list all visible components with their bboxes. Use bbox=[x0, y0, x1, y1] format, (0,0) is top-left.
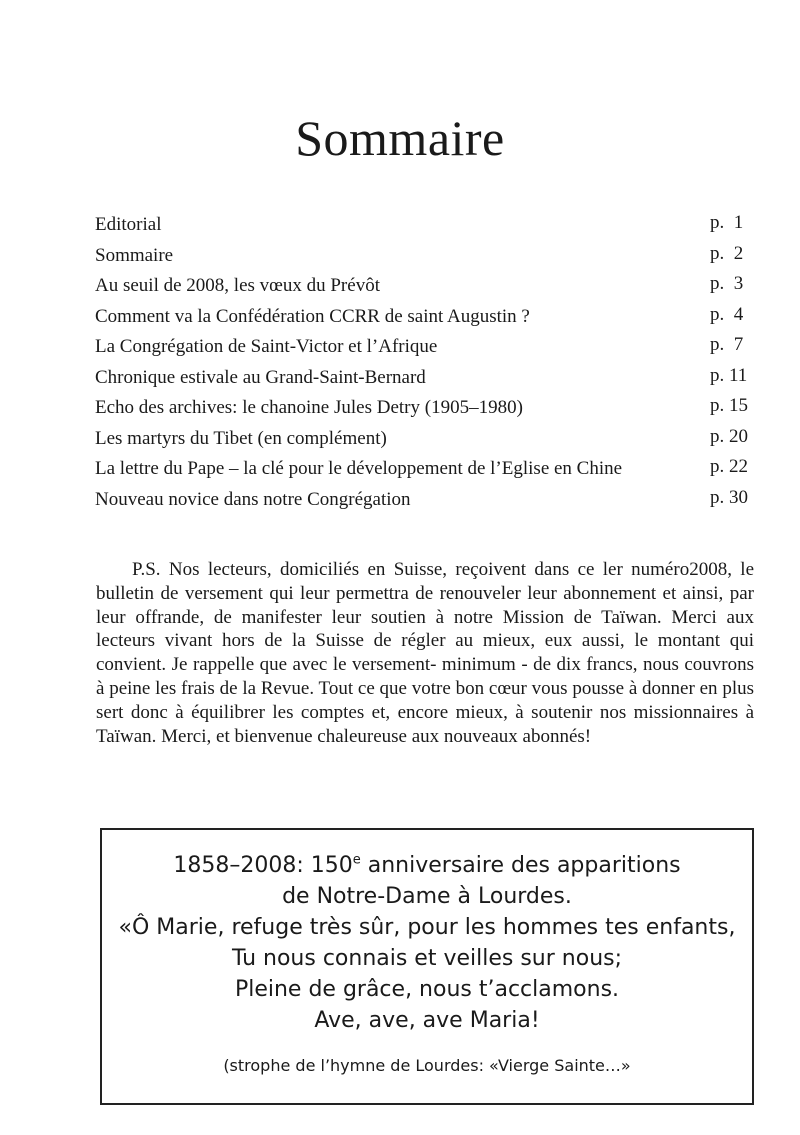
toc-entry-title: Echo des archives: le chanoine Jules Detry (1905–1980) bbox=[95, 397, 523, 418]
toc-entry bbox=[95, 271, 755, 302]
toc-entry bbox=[95, 332, 755, 363]
toc-entry bbox=[95, 393, 755, 424]
toc-entry bbox=[95, 363, 755, 394]
anniversary-years: 1858–2008: 150 bbox=[173, 853, 353, 878]
toc-entry-page: p. 20 bbox=[710, 425, 748, 447]
toc-entry bbox=[95, 454, 755, 485]
toc-entry-page: p. 11 bbox=[710, 364, 748, 386]
toc-entry-page: p. 1 bbox=[710, 212, 744, 233]
hymn-line: «Ô Marie, refuge très sûr, pour les hommes tes enfants, bbox=[118, 915, 736, 940]
toc-entry-title: Sommaire bbox=[95, 244, 174, 266]
hymn-source-note: (strophe de l’hymne de Lourdes: «Vierge Sainte…» bbox=[223, 1056, 631, 1075]
toc-entry-title: Editorial bbox=[95, 214, 162, 235]
hymn-line: Pleine de grâce, nous t’acclamons. bbox=[234, 977, 620, 1002]
toc-entry-page: p. 2 bbox=[710, 242, 744, 264]
toc-entry bbox=[95, 302, 755, 333]
anniversary-line: de Notre-Dame à Lourdes. bbox=[282, 884, 572, 909]
anniversary-label: anniversaire des apparitions bbox=[360, 853, 681, 878]
hymn-line: Tu nous connais et veilles sur nous; bbox=[231, 946, 623, 971]
toc-entry-page: p. 7 bbox=[710, 334, 744, 355]
toc-entry-title: Nouveau novice dans notre Congrégation bbox=[95, 488, 411, 510]
toc-entry-page: p. 3 bbox=[710, 273, 744, 294]
hymn-line: Ave, ave, ave Maria! bbox=[314, 1008, 540, 1033]
toc-entry bbox=[95, 241, 755, 272]
toc-entry-page: p. 30 bbox=[710, 486, 748, 508]
toc-entry-title: La lettre du Pape – la clé pour le développement de l’Eglise en Chine bbox=[95, 458, 623, 479]
toc-entry-title: Les martyrs du Tibet (en complément) bbox=[95, 427, 387, 449]
anniversary-text bbox=[102, 850, 752, 1036]
toc-entry bbox=[95, 210, 755, 241]
toc-entry bbox=[95, 485, 755, 516]
toc-entry-page: p. 4 bbox=[710, 303, 744, 325]
postscript-paragraph: P.S. Nos lecteurs, domiciliés en Suisse, reçoivent dans ce ler numéro2008, le bulletin de versement qui leur permettra de renouveler leur abonnement et ainsi, par leur offrande, de manifester leur soutien à notre Mission de Taïwan. Merci aux lecteurs vivant hors de la Suisse de régler au mieux, eux aussi, le montant qui convient. Je rappelle que avec le versement- minimum - de dix francs, nous couvrons à peine les frais de la Revue. Tout ce que votre bon cœur vous pousse à donner en plus sert donc à équilibrer les comptes et, encore mieux, à soutenir nos missionnaires à Taïwan. Merci, et bienvenue chaleureuse aux nouveaux abonnés! bbox=[96, 559, 754, 747]
anniversary-line bbox=[102, 850, 752, 881]
ordinal-superscript: e bbox=[352, 852, 361, 868]
toc-entry-title: Comment va la Confédération CCRR de saint Augustin ? bbox=[95, 305, 530, 327]
toc-entry-title: Chronique estivale au Grand-Saint-Bernard bbox=[95, 366, 426, 388]
anniversary-box bbox=[100, 828, 754, 1105]
toc-entry-page: p. 22 bbox=[710, 456, 748, 477]
toc-entry-title: La Congrégation de Saint-Victor et l’Afrique bbox=[95, 336, 438, 357]
toc-entry-page: p. 15 bbox=[710, 395, 748, 416]
table-of-contents bbox=[95, 210, 755, 515]
page-title: Sommaire bbox=[295, 110, 505, 166]
toc-entry-title: Au seuil de 2008, les vœux du Prévôt bbox=[95, 275, 380, 296]
toc-entry bbox=[95, 424, 755, 455]
